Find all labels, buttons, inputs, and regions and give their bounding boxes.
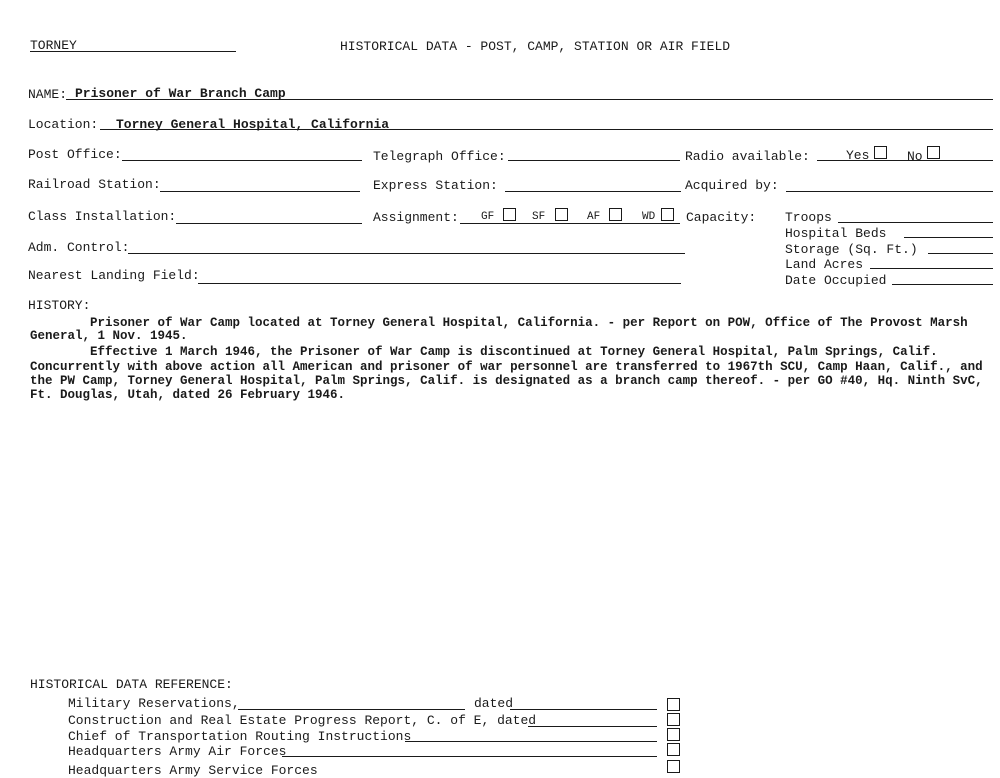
- ref-hq-asf: Headquarters Army Service Forces: [68, 763, 318, 778]
- nearest-landing-label: Nearest Landing Field:: [28, 268, 200, 283]
- express-label: Express Station:: [373, 178, 498, 193]
- date-occupied-label: Date Occupied: [785, 273, 887, 288]
- capacity-label: Capacity:: [686, 210, 757, 225]
- gf-label: GF: [481, 211, 495, 223]
- nearest-landing-line: [198, 283, 681, 284]
- date-occupied-line: [892, 284, 993, 285]
- radio-label: Radio available:: [685, 149, 810, 164]
- ref-construction-line: [528, 726, 657, 727]
- class-label: Class Installation:: [28, 209, 177, 224]
- history-line: Effective 1 March 1946, the Prisoner of War Camp is discontinued at Torney General Hospital, Palm Springs, Calif.: [30, 345, 938, 359]
- storage-line: [928, 253, 993, 254]
- railroad-line: [160, 191, 360, 192]
- land-acres-line: [870, 268, 993, 269]
- post-name-underline: [30, 51, 236, 52]
- af-checkbox[interactable]: [609, 208, 622, 221]
- history-label: HISTORY:: [28, 298, 91, 313]
- history-line: Concurrently with above action all American and prisoner of war personnel are transferred to 1967th SCU, Camp Haan, Calif., and: [30, 360, 983, 374]
- hospital-beds-line: [904, 237, 993, 238]
- gf-checkbox[interactable]: [503, 208, 516, 221]
- location-line: [100, 129, 993, 130]
- ref-dated-line: [510, 709, 657, 710]
- post-name: TORNEY: [30, 38, 77, 53]
- express-line: [505, 191, 681, 192]
- storage-label: Storage (Sq. Ft.): [785, 242, 918, 257]
- no-label: No: [907, 149, 923, 164]
- ref-military-line: [238, 709, 465, 710]
- yes-label: Yes: [846, 148, 870, 163]
- ref-hq-aaf: Headquarters Army Air Forces: [68, 744, 287, 759]
- troops-label: Troops: [785, 210, 832, 225]
- acquired-line: [786, 191, 993, 192]
- yes-checkbox[interactable]: [874, 146, 887, 159]
- history-line: Ft. Douglas, Utah, dated 26 February 1946.: [30, 388, 346, 402]
- ref-checkbox[interactable]: [667, 713, 680, 726]
- ref-construction: Construction and Real Estate Progress Report, C. of E, dated: [68, 713, 537, 728]
- railroad-label: Railroad Station:: [28, 177, 161, 192]
- post-office-line: [122, 160, 362, 161]
- adm-control-line: [128, 253, 685, 254]
- class-line: [176, 223, 362, 224]
- ref-chief-transport: Chief of Transportation Routing Instructions: [68, 729, 412, 744]
- ref-chief-line: [405, 741, 657, 742]
- no-checkbox[interactable]: [927, 146, 940, 159]
- sf-checkbox[interactable]: [555, 208, 568, 221]
- ref-dated: dated: [474, 696, 514, 711]
- ref-hq-aaf-line: [282, 756, 657, 757]
- name-label: NAME:: [28, 87, 68, 102]
- af-label: AF: [587, 211, 601, 223]
- history-line: Prisoner of War Camp located at Torney General Hospital, California. - per Report on POW, Office of The Provost Marsh: [30, 316, 968, 330]
- telegraph-label: Telegraph Office:: [373, 149, 506, 164]
- reference-label: HISTORICAL DATA REFERENCE:: [30, 677, 233, 692]
- history-line: General, 1 Nov. 1945.: [30, 329, 188, 343]
- ref-checkbox[interactable]: [667, 698, 680, 711]
- location-value: Torney General Hospital, California: [116, 117, 390, 132]
- assignment-label: Assignment:: [373, 210, 459, 225]
- location-label: Location:: [28, 117, 99, 132]
- sf-label: SF: [532, 211, 546, 223]
- adm-control-label: Adm. Control:: [28, 240, 130, 255]
- hospital-beds-label: Hospital Beds: [785, 226, 887, 241]
- wd-checkbox[interactable]: [661, 208, 674, 221]
- ref-military-reservations: Military Reservations,: [68, 696, 240, 711]
- history-line: the PW Camp, Torney General Hospital, Palm Springs, Calif. is designated as a branch camp thereof. - per GO #40, Hq. Ninth SvC,: [30, 374, 983, 388]
- post-office-label: Post Office:: [28, 147, 122, 162]
- wd-label: WD: [642, 211, 656, 223]
- ref-checkbox[interactable]: [667, 728, 680, 741]
- ref-checkbox[interactable]: [667, 760, 680, 773]
- troops-line: [838, 222, 993, 223]
- name-line: [66, 99, 993, 100]
- land-acres-label: Land Acres: [785, 257, 864, 272]
- page-title: HISTORICAL DATA - POST, CAMP, STATION OR AIR FIELD: [340, 39, 731, 54]
- ref-checkbox[interactable]: [667, 743, 680, 756]
- radio-line: [817, 160, 993, 161]
- telegraph-line: [508, 160, 680, 161]
- name-value: Prisoner of War Branch Camp: [75, 86, 286, 101]
- acquired-label: Acquired by:: [685, 178, 779, 193]
